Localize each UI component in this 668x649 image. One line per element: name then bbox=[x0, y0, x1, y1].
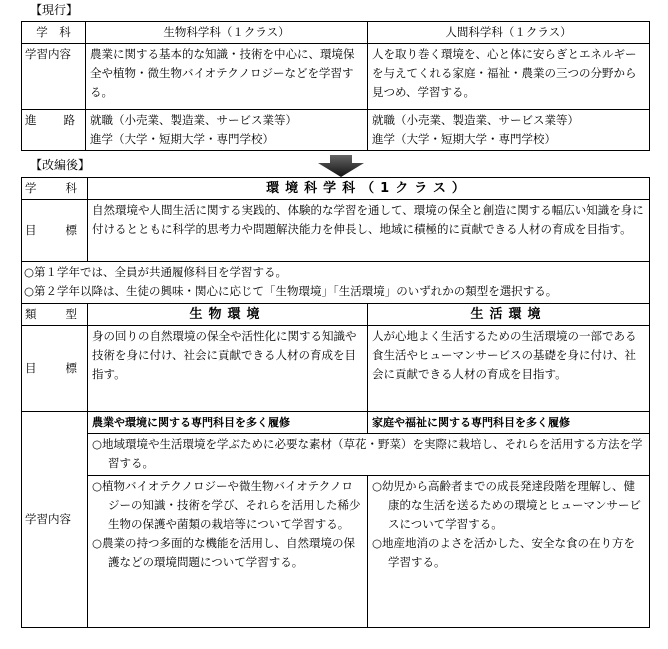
current-section-label: 【現行】 bbox=[30, 3, 79, 17]
revised-goal-label: 目 標 bbox=[22, 200, 88, 262]
current-table bbox=[21, 21, 650, 151]
current-dept-label: 学 科 bbox=[22, 22, 86, 44]
life-focus: 家庭や福祉に関する専門科目を多く履修 bbox=[368, 412, 650, 434]
current-bio-header: 生物科学科（１クラス） bbox=[86, 22, 368, 44]
type-goal-label: 目 標 bbox=[22, 326, 88, 412]
revised-dept-label: 学 科 bbox=[22, 178, 88, 200]
bio-focus: 農業や環境に関する専門科目を多く履修 bbox=[88, 412, 368, 434]
current-hum-content: 人を取り巻く環境を、心と体に安らぎとエネルギーを与えてくれる家庭・福祉・農業の三つの分野から見つめ、学習する。 bbox=[368, 44, 650, 110]
current-path-label: 進 路 bbox=[22, 110, 86, 151]
down-arrow-icon bbox=[318, 155, 364, 177]
life-study-items: ○幼児から高齢者までの成長発達段階を理解し、健康的な生活を送るための環境とヒューマンサービスについて学習する。 ○地産地消のよさを活かした、安全な食の在り方を学習する。 bbox=[368, 476, 650, 628]
revised-study-label: 学習内容 bbox=[22, 412, 88, 628]
current-bio-content: 農業に関する基本的な知識・技術を中心に、環境保全や植物・微生物バイオテクノロジーなどを学習する。 bbox=[86, 44, 368, 110]
life-env-header: 生活環境 bbox=[368, 304, 650, 326]
revised-section-label: 【改編後】 bbox=[30, 158, 91, 172]
current-hum-path: 就職（小売業、製造業、サービス業等） 進学（大学・短期大学・専門学校） bbox=[368, 110, 650, 151]
current-bio-path: 就職（小売業、製造業、サービス業等） 進学（大学・短期大学・専門学校） bbox=[86, 110, 368, 151]
revised-type-label: 類 型 bbox=[22, 304, 88, 326]
common-study-item: ○地域環境や生活環境を学ぶために必要な素材（草花・野菜）を実際に栽培し、それらを活用する方法を学習する。 bbox=[88, 434, 650, 476]
current-hum-header: 人間科学科（１クラス） bbox=[368, 22, 650, 44]
revised-dept-name: 環境科学科（1クラス） bbox=[88, 178, 650, 200]
revised-notes: ○第１学年では、全員が共通履修科目を学習する。 ○第２学年以降は、生徒の興味・関心に応じて「生物環境」「生活環境」のいずれかの類型を選択する。 bbox=[22, 262, 650, 304]
bio-env-goal: 身の回りの自然環境の保全や活性化に関する知識や技術を身に付け、社会に貢献できる人材の育成を目指す。 bbox=[88, 326, 368, 412]
current-content-label: 学習内容 bbox=[22, 44, 86, 110]
life-env-goal: 人が心地よく生活するための生活環境の一部である食生活やヒューマンサービスの基礎を身に付け、社会に貢献できる人材の育成を目指す。 bbox=[368, 326, 650, 412]
bio-study-items: ○植物バイオテクノロジーや微生物バイオテクノロジーの知識・技術を学び、それらを活用した稀少生物の保護や菌類の栽培等について学習する。 ○農業の持つ多面的な機能を活用し、自然環境の保護などの環境問題について学習する。 bbox=[88, 476, 368, 628]
revised-table bbox=[21, 177, 650, 628]
revised-goal-text: 自然環境や人間生活に関する実践的、体験的な学習を通して、環境の保全と創造に関する幅広い知識を身に付けるとともに科学的思考力や問題解決能力を伸長し、地域に積極的に貢献できる人材の育成を目指す。 bbox=[88, 200, 650, 262]
bio-env-header: 生物環境 bbox=[88, 304, 368, 326]
